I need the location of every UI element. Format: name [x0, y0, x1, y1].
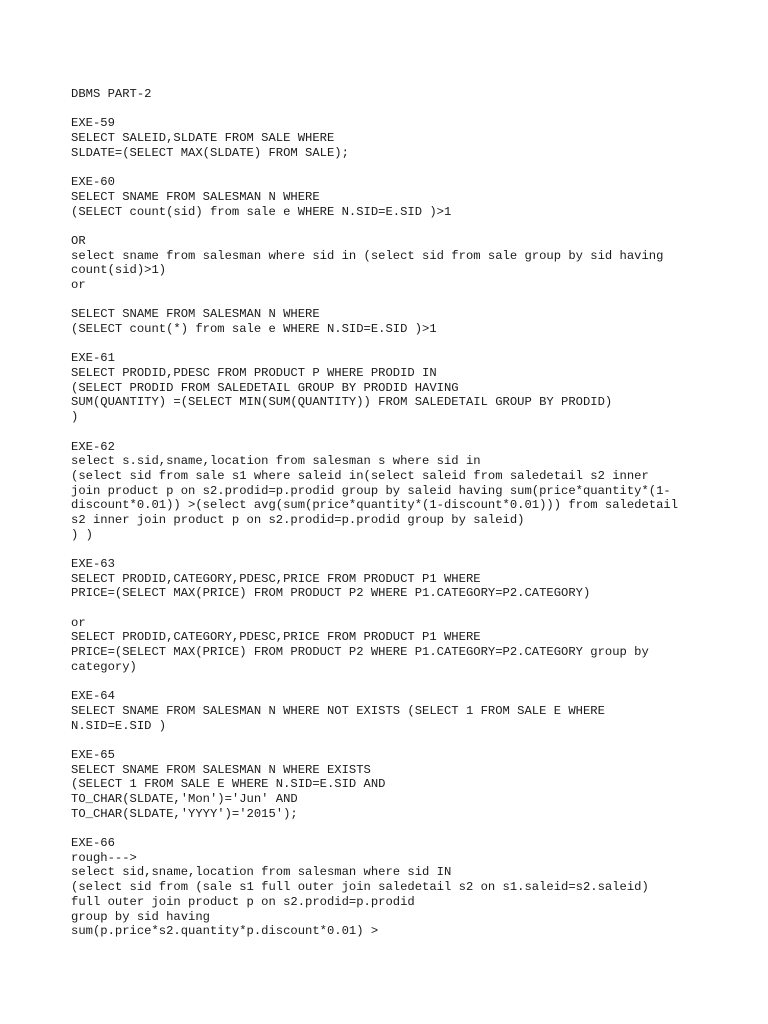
document-line: EXE-59	[71, 116, 115, 131]
document-line: or	[71, 277, 86, 292]
document-line: TO_CHAR(SLDATE,'YYYY')='2015');	[71, 806, 298, 821]
document-line: or	[71, 615, 86, 630]
document-line: count(sid)>1)	[71, 263, 167, 278]
document-line: (select sid from sale s1 where saleid in(select saleid from saledetail s2 inner	[71, 468, 649, 483]
document-line: select sid,sname,location from salesman where sid IN	[71, 865, 452, 880]
document-line: EXE-64	[71, 689, 115, 704]
document-line: full outer join product p on s2.prodid=p.prodid	[71, 894, 415, 909]
document-line: sum(p.price*s2.quantity*p.discount*0.01) >	[71, 924, 379, 939]
document-line: SLDATE=(SELECT MAX(SLDATE) FROM SALE);	[71, 145, 349, 160]
document-line: EXE-66	[71, 836, 115, 851]
document-line: SELECT SNAME FROM SALESMAN N WHERE	[71, 307, 320, 322]
blank-line	[71, 542, 731, 557]
document-line: SELECT PRODID,PDESC FROM PRODUCT P WHERE PRODID IN	[71, 366, 437, 381]
document-line: DBMS PART-2	[71, 87, 152, 101]
blank-line	[71, 821, 731, 836]
blank-line	[71, 601, 731, 616]
document-line: (SELECT 1 FROM SALE E WHERE N.SID=E.SID AND	[71, 777, 386, 792]
document-line: (SELECT count(sid) from sale e WHERE N.SID=E.SID )>1	[71, 204, 452, 219]
document-line: TO_CHAR(SLDATE,'Mon')='Jun' AND	[71, 792, 298, 806]
document-line: (select sid from (sale s1 full outer join saledetail s2 on s1.saleid=s2.saleid)	[71, 880, 649, 895]
document-line: EXE-60	[71, 175, 115, 190]
document-line: category)	[71, 659, 137, 674]
document-line: SELECT PRODID,CATEGORY,PDESC,PRICE FROM PRODUCT P1 WHERE	[71, 630, 481, 645]
blank-line	[71, 102, 731, 117]
blank-line	[71, 733, 731, 748]
blank-line	[71, 160, 731, 175]
blank-line	[71, 337, 731, 352]
document-line: SELECT SNAME FROM SALESMAN N WHERE NOT EXISTS (SELECT 1 FROM SALE E WHERE	[71, 703, 605, 718]
document-line: SELECT SNAME FROM SALESMAN N WHERE	[71, 189, 320, 204]
document-line: ) )	[71, 527, 93, 542]
document-line: (SELECT PRODID FROM SALEDETAIL GROUP BY PRODID HAVING	[71, 380, 459, 395]
document-line: EXE-61	[71, 351, 115, 366]
blank-line	[71, 293, 731, 308]
blank-line	[71, 219, 731, 234]
document-line: SELECT SALEID,SLDATE FROM SALE WHERE	[71, 131, 335, 146]
document-line: )	[71, 410, 79, 425]
blank-line	[71, 425, 731, 440]
document-line: EXE-62	[71, 439, 115, 454]
document-line: rough--->	[71, 850, 137, 865]
document-line: OR	[71, 233, 86, 248]
document-line: select s.sid,sname,location from salesman s where sid in	[71, 454, 481, 469]
document-line: PRICE=(SELECT MAX(PRICE) FROM PRODUCT P2 WHERE P1.CATEGORY=P2.CATEGORY)	[71, 586, 591, 601]
document-line: group by sid having	[71, 909, 210, 924]
document-line: discount*0.01)) >(select avg(sum(price*quantity*(1-discount*0.01))) from saledetail	[71, 498, 679, 513]
document-line: PRICE=(SELECT MAX(PRICE) FROM PRODUCT P2 WHERE P1.CATEGORY=P2.CATEGORY group by	[71, 645, 649, 660]
document-line: s2 inner join product p on s2.prodid=p.prodid group by saleid)	[71, 512, 525, 527]
document-line: SELECT PRODID,CATEGORY,PDESC,PRICE FROM PRODUCT P1 WHERE	[71, 571, 481, 586]
document-line: join product p on s2.prodid=p.prodid group by saleid having sum(price*quantity*(1-	[71, 483, 671, 498]
document-line: EXE-65	[71, 747, 115, 762]
document-line: (SELECT count(*) from sale e WHERE N.SID=E.SID )>1	[71, 322, 437, 336]
document-body	[71, 87, 731, 939]
document-line: SELECT SNAME FROM SALESMAN N WHERE EXISTS	[71, 762, 371, 777]
document-line: N.SID=E.SID )	[71, 718, 167, 733]
document-line: EXE-63	[71, 557, 115, 571]
document-line: select sname from salesman where sid in (select sid from sale group by sid having	[71, 248, 664, 263]
document-line: SUM(QUANTITY) =(SELECT MIN(SUM(QUANTITY)) FROM SALEDETAIL GROUP BY PRODID)	[71, 395, 613, 410]
blank-line	[71, 675, 731, 690]
